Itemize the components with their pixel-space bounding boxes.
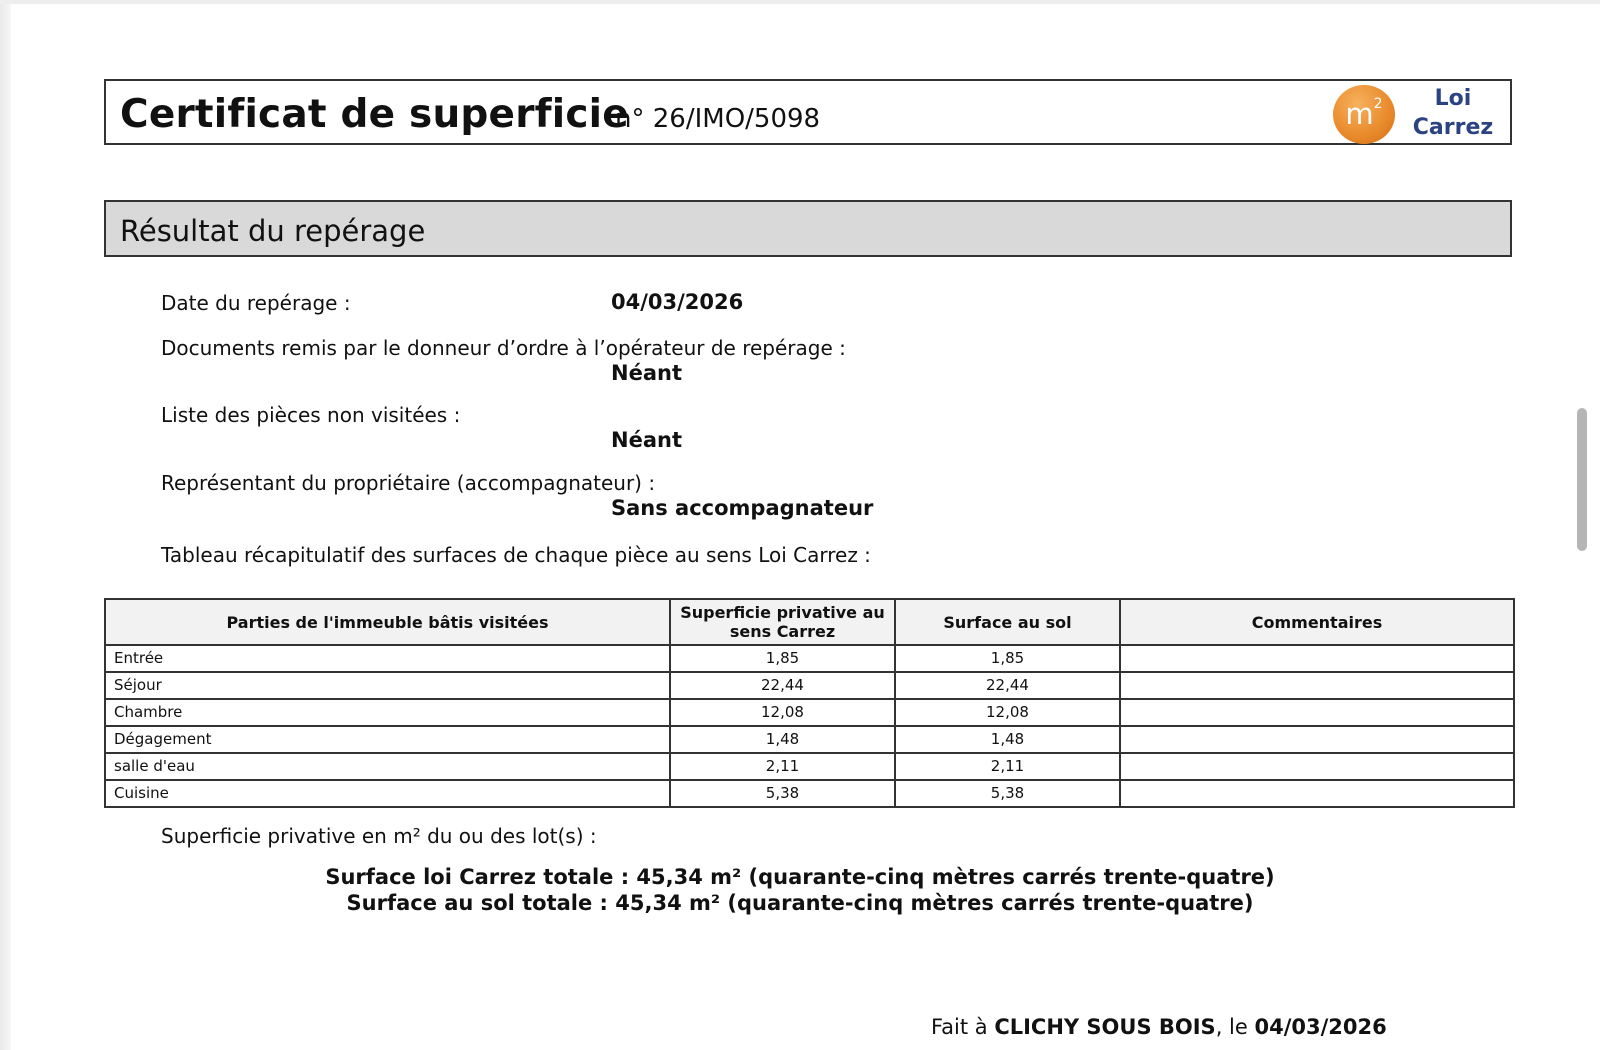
header-parties: Parties de l'immeuble bâtis visitées — [105, 599, 670, 645]
certificate-number: n° 26/IMO/5098 — [615, 104, 821, 134]
section-title: Résultat du repérage — [120, 214, 426, 248]
signature-middle: , le — [1215, 1015, 1255, 1039]
documents-value: Néant — [611, 361, 682, 385]
carrez-total: Surface loi Carrez totale : 45,34 m² (quarante-cinq mètres carrés trente-quatre) — [325, 865, 1275, 889]
cell-commentaire — [1120, 699, 1514, 726]
cell-carrez: 12,08 — [670, 699, 895, 726]
table-header-row — [105, 599, 1514, 645]
surfaces-table — [104, 598, 1515, 808]
sol-total: Surface au sol totale : 45,34 m² (quarante-cinq mètres carrés trente-quatre) — [346, 891, 1254, 915]
cell-piece: Séjour — [105, 672, 670, 699]
cell-commentaire — [1120, 780, 1514, 807]
section-header — [104, 200, 1512, 257]
cell-carrez: 5,38 — [670, 780, 895, 807]
logo-word-carrez: Carrez — [1412, 115, 1494, 140]
signature-date: 04/03/2026 — [1254, 1015, 1387, 1039]
cell-sol: 22,44 — [895, 672, 1120, 699]
logo-exponent: 2 — [1373, 96, 1383, 112]
cell-sol: 5,38 — [895, 780, 1120, 807]
cell-sol: 2,11 — [895, 753, 1120, 780]
cell-commentaire — [1120, 672, 1514, 699]
table-row — [105, 726, 1514, 753]
cell-carrez: 22,44 — [670, 672, 895, 699]
cell-piece: Chambre — [105, 699, 670, 726]
cell-piece: Entrée — [105, 645, 670, 672]
table-row — [105, 699, 1514, 726]
date-label: Date du repérage : — [161, 291, 351, 315]
cell-sol: 1,48 — [895, 726, 1120, 753]
representant-value: Sans accompagnateur — [611, 496, 874, 520]
cell-commentaire — [1120, 753, 1514, 780]
logo-symbol: m — [1345, 97, 1374, 131]
lots-label: Superficie privative en m² du ou des lot(s) : — [161, 824, 597, 848]
cell-commentaire — [1120, 645, 1514, 672]
document-title: Certificat de superficie — [120, 92, 629, 137]
tableau-label: Tableau récapitulatif des surfaces de chaque pièce au sens Loi Carrez : — [161, 543, 871, 567]
table-row — [105, 753, 1514, 780]
certificate-header — [104, 79, 1512, 145]
scrollbar-thumb[interactable] — [1577, 408, 1587, 551]
representant-label: Représentant du propriétaire (accompagnateur) : — [161, 471, 656, 495]
cell-carrez: 2,11 — [670, 753, 895, 780]
header-surface-sol: Surface au sol — [895, 599, 1120, 645]
cell-piece: Dégagement — [105, 726, 670, 753]
cell-piece: salle d'eau — [105, 753, 670, 780]
page-top-edge — [0, 0, 1600, 4]
documents-label: Documents remis par le donneur d’ordre à l’opérateur de repérage : — [161, 336, 846, 360]
logo-text — [1408, 84, 1498, 142]
signature-prefix: Fait à — [931, 1015, 995, 1039]
header-commentaires: Commentaires — [1120, 599, 1514, 645]
signature-line — [931, 1015, 1387, 1039]
loi-carrez-logo-icon — [1333, 85, 1395, 144]
cell-carrez: 1,48 — [670, 726, 895, 753]
pieces-value: Néant — [611, 428, 682, 452]
table-row — [105, 780, 1514, 807]
table-row — [105, 672, 1514, 699]
logo-word-loi: Loi — [1434, 86, 1472, 111]
cell-piece: Cuisine — [105, 780, 670, 807]
header-superficie-carrez: Superficie privative au sens Carrez — [670, 599, 895, 645]
signature-city: CLICHY SOUS BOIS — [994, 1015, 1216, 1039]
table-row — [105, 645, 1514, 672]
cell-sol: 1,85 — [895, 645, 1120, 672]
date-value: 04/03/2026 — [611, 290, 744, 314]
cell-sol: 12,08 — [895, 699, 1120, 726]
pieces-label: Liste des pièces non visitées : — [161, 403, 461, 427]
cell-carrez: 1,85 — [670, 645, 895, 672]
cell-commentaire — [1120, 726, 1514, 753]
